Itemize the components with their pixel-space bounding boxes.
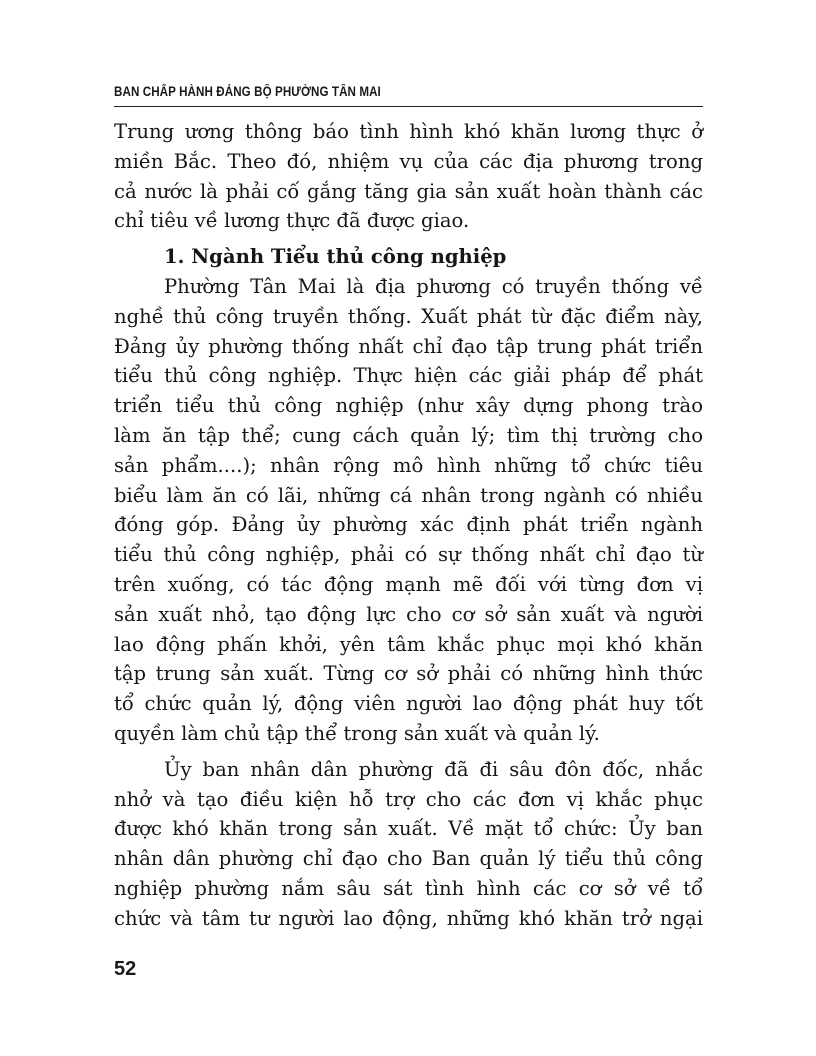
text-line: Đảng ủy phường thống nhất chỉ đạo tập trung phát triển	[114, 334, 703, 358]
text-line: làm ăn tập thể; cung cách quản lý; tìm thị trường cho	[114, 423, 703, 447]
text-line: triển tiểu thủ công nghiệp (như xây dựng phong trào	[114, 394, 703, 418]
text-line: cả nước là phải cố gắng tăng gia sản xuất hoàn thành các	[114, 179, 703, 203]
text-line: tiểu thủ công nghiệp, phải có sự thống nhất chỉ đạo từ	[114, 543, 703, 567]
text-line: tiểu thủ công nghiệp. Thực hiện các giải pháp để phát	[114, 364, 703, 388]
text-line: được khó khăn trong sản xuất. Về mặt tổ chức: Ủy ban	[114, 817, 703, 841]
text-line: Ủy ban nhân dân phường đã đi sâu đôn đốc, nhắc	[164, 757, 703, 781]
text-line: biểu làm ăn có lãi, những cá nhân trong ngành có nhiều	[114, 483, 703, 507]
text-line: sản phẩm....); nhân rộng mô hình những tổ chức tiêu	[114, 453, 703, 477]
text-line: tổ chức quản lý, động viên người lao động phát huy tốt	[114, 692, 703, 716]
text-line: nhở và tạo điều kiện hỗ trợ cho các đơn vị khắc phục	[114, 787, 703, 811]
paragraph-1	[114, 117, 703, 206]
section-heading: 1. Ngành Tiểu thủ công nghiệp	[164, 245, 507, 269]
paragraph-2	[114, 272, 703, 719]
text-line: chỉ tiêu về lương thực đã được giao.	[114, 209, 470, 233]
text-line: chức và tâm tư người lao động, những khó khăn trở ngại	[114, 906, 703, 930]
text-line: lao động phấn khởi, yên tâm khắc phục mọi khó khăn	[114, 632, 703, 656]
text-line: đóng góp. Đảng ủy phường xác định phát triển ngành	[114, 513, 703, 537]
text-line: trên xuống, có tác động mạnh mẽ đối với từng đơn vị	[114, 572, 703, 596]
body-text	[114, 117, 703, 934]
text-line: nghề thủ công truyền thống. Xuất phát từ đặc điểm này,	[114, 304, 703, 328]
text-line: sản xuất nhỏ, tạo động lực cho cơ sở sản xuất và người	[114, 602, 703, 626]
text-line: miền Bắc. Theo đó, nhiệm vụ của các địa phương trong	[114, 149, 703, 173]
text-line: tập trung sản xuất. Từng cơ sở phải có những hình thức	[114, 662, 703, 686]
page-number: 52	[114, 958, 137, 980]
paragraph-1-end	[114, 206, 703, 236]
running-header: BAN CHẤP HÀNH ĐẢNG BỘ PHƯỜNG TÂN MAI	[114, 84, 381, 99]
text-line: Phường Tân Mai là địa phương có truyền thống về	[164, 274, 703, 298]
text-line: Trung ương thông báo tình hình khó khăn lương thực ở	[114, 120, 703, 143]
paragraph-2-end	[114, 719, 703, 749]
text-line: nghiệp phường nắm sâu sát tình hình các cơ sở về tổ	[114, 876, 703, 900]
header-rule	[114, 106, 703, 107]
text-line: nhân dân phường chỉ đạo cho Ban quản lý tiểu thủ công	[114, 847, 703, 871]
paragraph-3	[114, 755, 703, 934]
text-line: quyền làm chủ tập thể trong sản xuất và quản lý.	[114, 721, 600, 745]
